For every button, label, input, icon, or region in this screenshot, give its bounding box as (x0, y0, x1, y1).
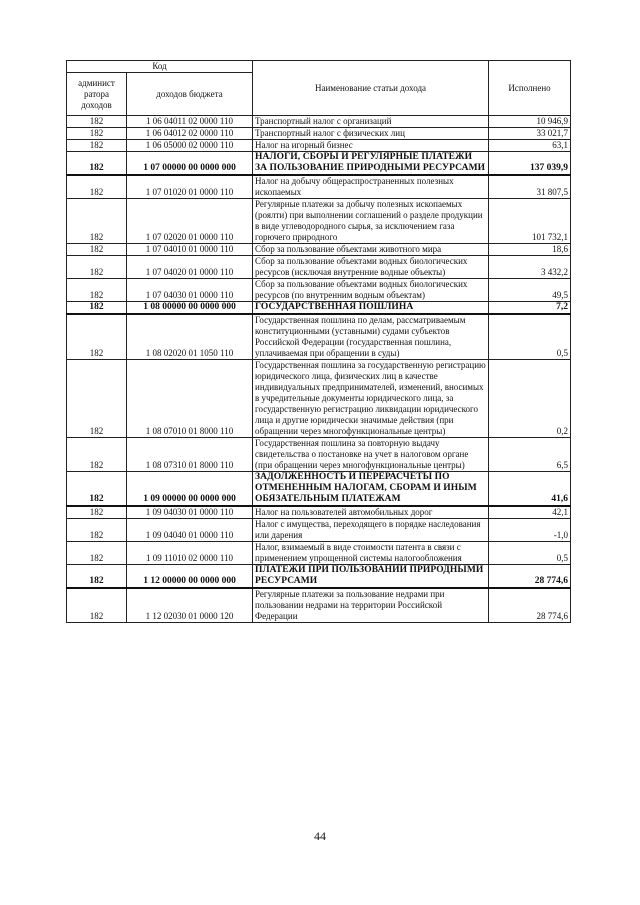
table-row (67, 244, 571, 256)
income-name-cell: ПЛАТЕЖИ ПРИ ПОЛЬЗОВАНИИ ПРИРОДНЫМИ РЕСУРСАМИ (253, 565, 489, 589)
executed-amount-cell: 49,5 (489, 279, 571, 302)
income-name-cell: Сбор за пользование объектами животного мира (253, 244, 489, 256)
executed-amount-cell: 33 021,7 (489, 128, 571, 140)
income-name-cell: Сбор за пользование объектами водных биологических ресурсов (по внутренним водным объектам) (253, 279, 489, 302)
budget-code-cell: 1 06 05000 02 0000 110 (127, 140, 253, 152)
budget-code-cell: 1 07 00000 00 0000 000 (127, 152, 253, 176)
income-name-cell: ЗАДОЛЖЕННОСТЬ И ПЕРЕРАСЧЕТЫ ПО ОТМЕНЕННЫМ НАЛОГАМ, СБОРАМ И ИНЫМ ОБЯЗАТЕЛЬНЫМ ПЛАТЕЖАМ (253, 472, 489, 507)
executed-amount-cell: 0,5 (489, 542, 571, 565)
executed-amount-cell: 31 807,5 (489, 175, 571, 199)
income-name-header: Наименование статьи дохода (253, 61, 489, 116)
budget-code-header: доходов бюджета (127, 73, 253, 116)
table-body (67, 116, 571, 623)
budget-code-cell: 1 09 04030 01 0000 110 (127, 506, 253, 519)
budget-code-cell: 1 07 04030 01 0000 110 (127, 279, 253, 302)
executed-amount-cell: 28 774,6 (489, 565, 571, 589)
budget-code-cell: 1 09 11010 02 0000 110 (127, 542, 253, 565)
income-name-cell: Транспортный налог с организаций (253, 116, 489, 128)
budget-code-cell: 1 07 04020 01 0000 110 (127, 256, 253, 279)
admin-code-cell: 182 (67, 565, 127, 589)
table-row (67, 279, 571, 302)
admin-code-cell: 182 (67, 244, 127, 256)
admin-code-cell: 182 (67, 175, 127, 199)
admin-code-cell: 182 (67, 542, 127, 565)
revenue-table (66, 60, 571, 623)
table-row (67, 152, 571, 176)
income-name-cell: Налог, взимаемый в виде стоимости патента в связи с применением упрощенной системы налогообложения (253, 542, 489, 565)
admin-code-cell: 182 (67, 588, 127, 623)
table-row (67, 256, 571, 279)
budget-code-cell: 1 08 02020 01 1050 110 (127, 314, 253, 360)
executed-amount-cell: 137 039,9 (489, 152, 571, 176)
table-row (67, 116, 571, 128)
code-header: Код (67, 61, 253, 73)
table-row (67, 472, 571, 507)
income-name-cell: Регулярные платежи за добычу полезных ископаемых (роялти) при выполнении соглашений о разделе продукции в виде углеводородного сырья, за исключением газа горючего природного (253, 199, 489, 244)
table-row (67, 314, 571, 360)
admin-code-cell: 182 (67, 314, 127, 360)
admin-code-cell: 182 (67, 519, 127, 542)
admin-code-cell: 182 (67, 116, 127, 128)
executed-amount-cell: 10 946,9 (489, 116, 571, 128)
admin-code-cell: 182 (67, 128, 127, 140)
income-name-cell: Государственная пошлина по делам, рассматриваемым конституционными (уставными) судами субъектов Российской Федерации (государственная пошлина, уплачиваемая при обращении в суды) (253, 314, 489, 360)
admin-code-cell: 182 (67, 438, 127, 472)
income-name-cell: ГОСУДАРСТВЕННАЯ ПОШЛИНА (253, 302, 489, 315)
income-name-cell: Налог на пользователей автомобильных дорог (253, 506, 489, 519)
table-row (67, 140, 571, 152)
budget-code-cell: 1 08 07010 01 8000 110 (127, 360, 253, 438)
executed-amount-cell: 28 774,6 (489, 588, 571, 623)
budget-code-cell: 1 07 02020 01 0000 110 (127, 199, 253, 244)
executed-amount-cell: 42,1 (489, 506, 571, 519)
executed-amount-cell: 0,2 (489, 360, 571, 438)
admin-code-cell: 182 (67, 152, 127, 176)
income-name-cell: Налог с имущества, переходящего в порядке наследования или дарения (253, 519, 489, 542)
table-row (67, 175, 571, 199)
budget-code-cell: 1 09 04040 01 0000 110 (127, 519, 253, 542)
admin-code-cell: 182 (67, 506, 127, 519)
table-row (67, 302, 571, 315)
income-name-cell: Сбор за пользование объектами водных биологических ресурсов (исключая внутренние водные объекты) (253, 256, 489, 279)
budget-code-cell: 1 06 04011 02 0000 110 (127, 116, 253, 128)
executed-amount-cell: 41,6 (489, 472, 571, 507)
table-row (67, 438, 571, 472)
executed-amount-cell: 7,2 (489, 302, 571, 315)
budget-code-cell: 1 12 02030 01 0000 120 (127, 588, 253, 623)
admin-code-cell: 182 (67, 360, 127, 438)
admin-code-cell: 182 (67, 199, 127, 244)
budget-code-cell: 1 07 01020 01 0000 110 (127, 175, 253, 199)
table-row (67, 128, 571, 140)
income-name-cell: Налог на игорный бизнес (253, 140, 489, 152)
executed-amount-cell: 63,1 (489, 140, 571, 152)
executed-amount-cell: 18,6 (489, 244, 571, 256)
executed-amount-cell: 6,5 (489, 438, 571, 472)
admin-code-cell: 182 (67, 140, 127, 152)
executed-amount-cell: 0,5 (489, 314, 571, 360)
table-row (67, 199, 571, 244)
budget-code-cell: 1 12 00000 00 0000 000 (127, 565, 253, 589)
revenue-table-sheet (66, 60, 570, 623)
admin-code-header: админист ратора доходов (67, 73, 127, 116)
income-name-cell: Транспортный налог с физических лиц (253, 128, 489, 140)
executed-header: Исполнено (489, 61, 571, 116)
executed-amount-cell: 101 732,1 (489, 199, 571, 244)
income-name-cell: Регулярные платежи за пользование недрами при пользовании недрами на территории Российской Федерации (253, 588, 489, 623)
table-row (67, 588, 571, 623)
table-row (67, 519, 571, 542)
table-row (67, 565, 571, 589)
page-number: 44 (314, 829, 326, 843)
budget-code-cell: 1 07 04010 01 0000 110 (127, 244, 253, 256)
table-row (67, 360, 571, 438)
admin-code-cell: 182 (67, 302, 127, 315)
admin-code-cell: 182 (67, 472, 127, 507)
income-name-cell: Налог на добычу общераспространенных полезных ископаемых (253, 175, 489, 199)
income-name-cell: Государственная пошлина за повторную выдачу свидетельства о постановке на учет в налоговом органе (при обращении через многофункциональные центры) (253, 438, 489, 472)
budget-code-cell: 1 06 04012 02 0000 110 (127, 128, 253, 140)
table-row (67, 506, 571, 519)
executed-amount-cell: -1,0 (489, 519, 571, 542)
income-name-cell: НАЛОГИ, СБОРЫ И РЕГУЛЯРНЫЕ ПЛАТЕЖИ ЗА ПОЛЬЗОВАНИЕ ПРИРОДНЫМИ РЕСУРСАМИ (253, 152, 489, 176)
admin-code-cell: 182 (67, 279, 127, 302)
budget-code-cell: 1 08 00000 00 0000 000 (127, 302, 253, 315)
executed-amount-cell: 3 432,2 (489, 256, 571, 279)
budget-code-cell: 1 09 00000 00 0000 000 (127, 472, 253, 507)
budget-code-cell: 1 08 07310 01 8000 110 (127, 438, 253, 472)
admin-code-cell: 182 (67, 256, 127, 279)
table-row (67, 542, 571, 565)
income-name-cell: Государственная пошлина за государственную регистрацию юридического лица, физических лиц в качестве индивидуальных предпринимателей, изменений, вносимых в учредительные документы юридического лица, за государственную регистрацию ликвидации юридического лица и другие юридически значимые действия (при обращении через многофункциональные центры) (253, 360, 489, 438)
